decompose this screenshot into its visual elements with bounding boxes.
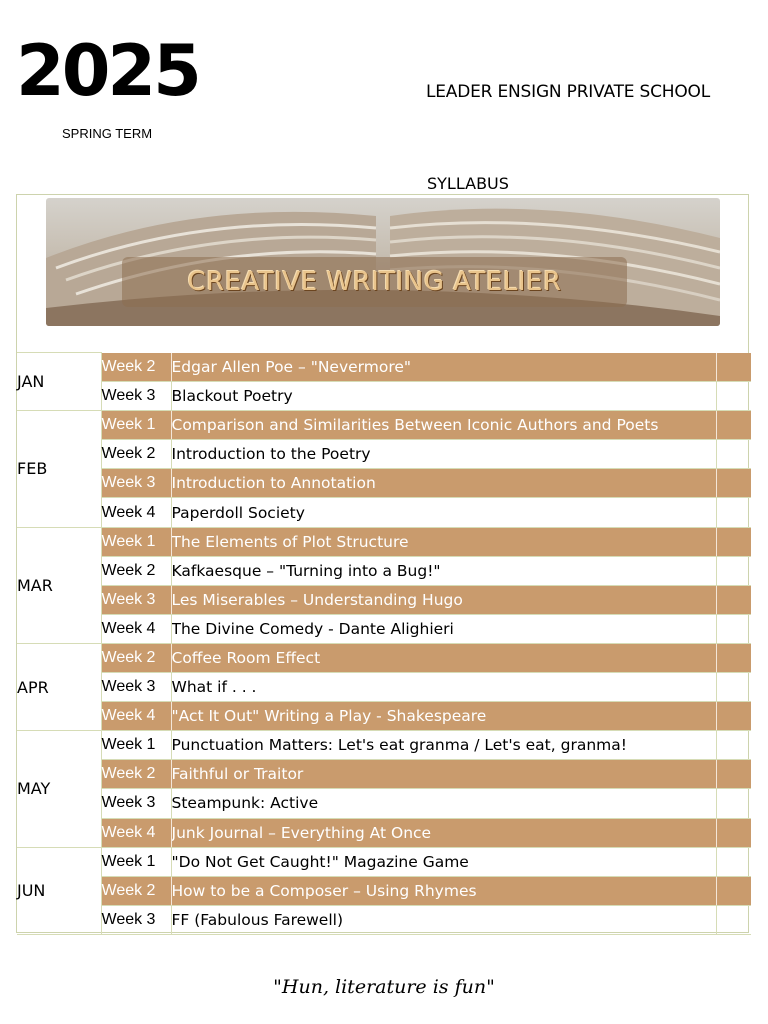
lesson-topic: Blackout Poetry [171, 382, 716, 411]
empty-cell [716, 382, 751, 411]
lesson-topic: Junk Journal – Everything At Once [171, 818, 716, 847]
month-label: FEB [17, 411, 101, 527]
week-label: Week 4 [101, 498, 171, 527]
week-label: Week 2 [101, 643, 171, 672]
schedule-row [17, 760, 751, 789]
empty-cell [716, 818, 751, 847]
schedule-row [17, 440, 751, 469]
week-label: Week 2 [101, 556, 171, 585]
course-title: CREATIVE WRITING ATELIER [187, 267, 562, 297]
schedule-row [17, 673, 751, 702]
empty-cell [716, 731, 751, 760]
month-label: JUN [17, 847, 101, 934]
empty-cell [716, 847, 751, 876]
empty-cell [716, 585, 751, 614]
lesson-topic: Kafkaesque – "Turning into a Bug!" [171, 556, 716, 585]
empty-cell [716, 673, 751, 702]
motto-quote: "Hun, literature is fun" [273, 976, 495, 998]
week-label: Week 4 [101, 818, 171, 847]
schedule-row [17, 614, 751, 643]
schedule-row [17, 585, 751, 614]
schedule-row [17, 905, 751, 934]
week-label: Week 4 [101, 614, 171, 643]
schedule-row [17, 527, 751, 556]
lesson-topic: Introduction to the Poetry [171, 440, 716, 469]
schedule-table [17, 352, 751, 935]
month-label: APR [17, 643, 101, 730]
lesson-topic: How to be a Composer – Using Rhymes [171, 876, 716, 905]
week-label: Week 2 [101, 440, 171, 469]
empty-cell [716, 353, 751, 382]
schedule-body [17, 353, 751, 935]
lesson-topic: Introduction to Annotation [171, 469, 716, 498]
lesson-topic: FF (Fabulous Farewell) [171, 905, 716, 934]
lesson-topic: Paperdoll Society [171, 498, 716, 527]
empty-cell [716, 411, 751, 440]
document-title: SYLLABUS [427, 174, 509, 193]
empty-cell [716, 440, 751, 469]
lesson-topic: The Divine Comedy - Dante Alighieri [171, 614, 716, 643]
empty-cell [716, 760, 751, 789]
schedule-row [17, 469, 751, 498]
lesson-topic: What if . . . [171, 673, 716, 702]
empty-cell [716, 614, 751, 643]
empty-cell [716, 905, 751, 934]
lesson-topic: The Elements of Plot Structure [171, 527, 716, 556]
schedule-row [17, 382, 751, 411]
schedule-row [17, 702, 751, 731]
lesson-topic: Steampunk: Active [171, 789, 716, 818]
week-label: Week 3 [101, 585, 171, 614]
week-label: Week 1 [101, 527, 171, 556]
banner-title-plate [122, 257, 627, 307]
empty-cell [716, 876, 751, 905]
empty-cell [716, 556, 751, 585]
month-label: MAY [17, 731, 101, 847]
week-label: Week 3 [101, 673, 171, 702]
week-label: Week 2 [101, 760, 171, 789]
lesson-topic: Les Miserables – Understanding Hugo [171, 585, 716, 614]
week-label: Week 1 [101, 411, 171, 440]
lesson-topic: "Act It Out" Writing a Play - Shakespeare [171, 702, 716, 731]
schedule-row [17, 818, 751, 847]
lesson-topic: Punctuation Matters: Let's eat granma / Let's eat, granma! [171, 731, 716, 760]
lesson-topic: Comparison and Similarities Between Iconic Authors and Poets [171, 411, 716, 440]
empty-cell [716, 789, 751, 818]
empty-cell [716, 527, 751, 556]
schedule-row [17, 876, 751, 905]
empty-cell [716, 643, 751, 672]
empty-cell [716, 498, 751, 527]
week-label: Week 3 [101, 789, 171, 818]
week-label: Week 1 [101, 731, 171, 760]
week-label: Week 3 [101, 469, 171, 498]
schedule-row [17, 353, 751, 382]
lesson-topic: "Do Not Get Caught!" Magazine Game [171, 847, 716, 876]
week-label: Week 2 [101, 876, 171, 905]
week-label: Week 2 [101, 353, 171, 382]
schedule-row [17, 498, 751, 527]
schedule-row [17, 847, 751, 876]
month-label: MAR [17, 527, 101, 643]
term-label: SPRING TERM [62, 126, 153, 141]
empty-cell [716, 469, 751, 498]
schedule-row [17, 556, 751, 585]
schedule-row [17, 643, 751, 672]
month-label: JAN [17, 353, 101, 411]
week-label: Week 4 [101, 702, 171, 731]
schedule-row [17, 411, 751, 440]
schedule-row [17, 789, 751, 818]
empty-cell [716, 702, 751, 731]
school-name: LEADER ENSIGN PRIVATE SCHOOL [426, 82, 710, 102]
week-label: Week 3 [101, 905, 171, 934]
lesson-topic: Edgar Allen Poe – "Nevermore" [171, 353, 716, 382]
lesson-topic: Coffee Room Effect [171, 643, 716, 672]
week-label: Week 1 [101, 847, 171, 876]
schedule-row [17, 731, 751, 760]
week-label: Week 3 [101, 382, 171, 411]
lesson-topic: Faithful or Traitor [171, 760, 716, 789]
year-heading: 2025 [16, 30, 199, 112]
